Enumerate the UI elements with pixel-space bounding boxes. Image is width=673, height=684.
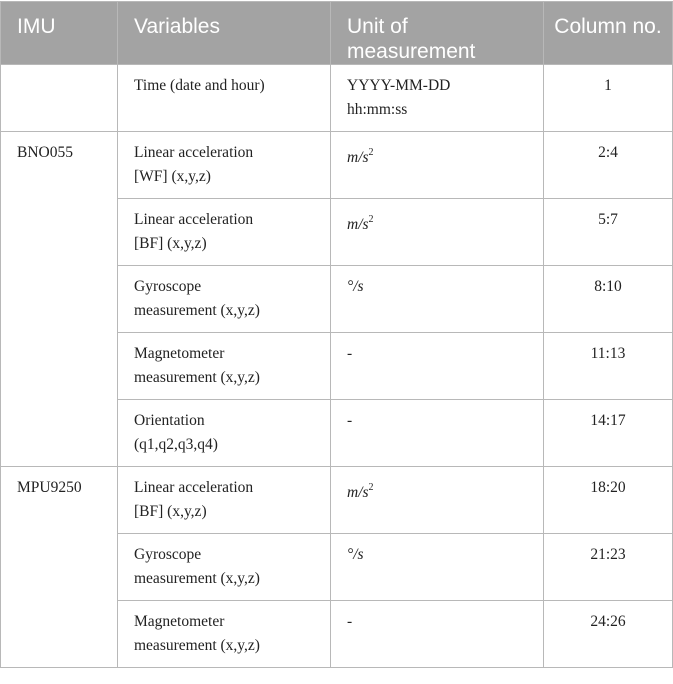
imu-variables-table <box>0 1 673 668</box>
unit-cell <box>331 601 544 668</box>
variable-line2: [BF] (x,y,z) <box>134 503 207 520</box>
variable-cell <box>118 132 331 199</box>
unit-math <box>347 216 374 233</box>
unit-base: m/s <box>347 484 369 501</box>
table-row <box>1 467 673 534</box>
variable-line1: Orientation <box>134 412 205 429</box>
unit-line1: - <box>347 345 353 362</box>
header-unit: Unit of measurement <box>331 2 544 65</box>
variable-cell <box>118 534 331 601</box>
unit-math: °/s <box>347 278 364 295</box>
variable-line2: [BF] (x,y,z) <box>134 235 207 252</box>
table-header-row <box>1 2 673 65</box>
unit-cell <box>331 132 544 199</box>
imu-cell <box>1 65 118 132</box>
column-cell: 2:4 <box>544 132 673 199</box>
variable-line2: measurement (x,y,z) <box>134 570 260 587</box>
unit-line1: - <box>347 412 353 429</box>
table-row <box>1 132 673 199</box>
header-column-no: Column no. <box>544 2 673 65</box>
unit-cell <box>331 333 544 400</box>
unit-exponent: 2 <box>368 482 374 493</box>
imu-cell: BNO055 <box>1 132 118 467</box>
variable-line2: measurement (x,y,z) <box>134 637 260 654</box>
unit-math <box>347 149 374 166</box>
unit-math: °/s <box>347 546 364 563</box>
variable-cell <box>118 65 331 132</box>
unit-exponent: 2 <box>368 214 374 225</box>
column-cell: 21:23 <box>544 534 673 601</box>
variable-line1: Linear acceleration <box>134 144 254 161</box>
imu-cell: MPU9250 <box>1 467 118 668</box>
variable-cell <box>118 467 331 534</box>
variable-line2: measurement (x,y,z) <box>134 369 260 386</box>
variable-line1: Gyroscope <box>134 546 202 563</box>
column-cell: 24:26 <box>544 601 673 668</box>
unit-cell <box>331 534 544 601</box>
variable-line1: Time (date and hour) <box>134 77 265 94</box>
unit-line1: YYYY-MM-DD <box>347 77 451 94</box>
unit-cell <box>331 400 544 467</box>
unit-cell <box>331 199 544 266</box>
variable-cell <box>118 601 331 668</box>
variable-cell <box>118 333 331 400</box>
unit-cell <box>331 467 544 534</box>
variable-cell <box>118 199 331 266</box>
unit-cell <box>331 65 544 132</box>
variable-cell <box>118 266 331 333</box>
variable-cell <box>118 400 331 467</box>
header-variables: Variables <box>118 2 331 65</box>
column-cell: 5:7 <box>544 199 673 266</box>
variable-line2: [WF] (x,y,z) <box>134 168 211 185</box>
column-cell: 18:20 <box>544 467 673 534</box>
variable-line1: Magnetometer <box>134 613 225 630</box>
unit-line2: hh:mm:ss <box>347 101 408 118</box>
unit-cell <box>331 266 544 333</box>
variable-line1: Gyroscope <box>134 278 202 295</box>
variable-line1: Linear acceleration <box>134 479 254 496</box>
variable-line1: Linear acceleration <box>134 211 254 228</box>
column-cell: 11:13 <box>544 333 673 400</box>
table-row <box>1 65 673 132</box>
unit-base: m/s <box>347 149 369 166</box>
unit-exponent: 2 <box>368 147 374 158</box>
variable-line2: (q1,q2,q3,q4) <box>134 436 218 453</box>
column-cell: 14:17 <box>544 400 673 467</box>
unit-math <box>347 484 374 501</box>
column-cell: 8:10 <box>544 266 673 333</box>
variable-line1: Magnetometer <box>134 345 225 362</box>
unit-line1: - <box>347 613 353 630</box>
column-cell: 1 <box>544 65 673 132</box>
unit-base: m/s <box>347 216 369 233</box>
header-imu: IMU <box>1 2 118 65</box>
variable-line2: measurement (x,y,z) <box>134 302 260 319</box>
